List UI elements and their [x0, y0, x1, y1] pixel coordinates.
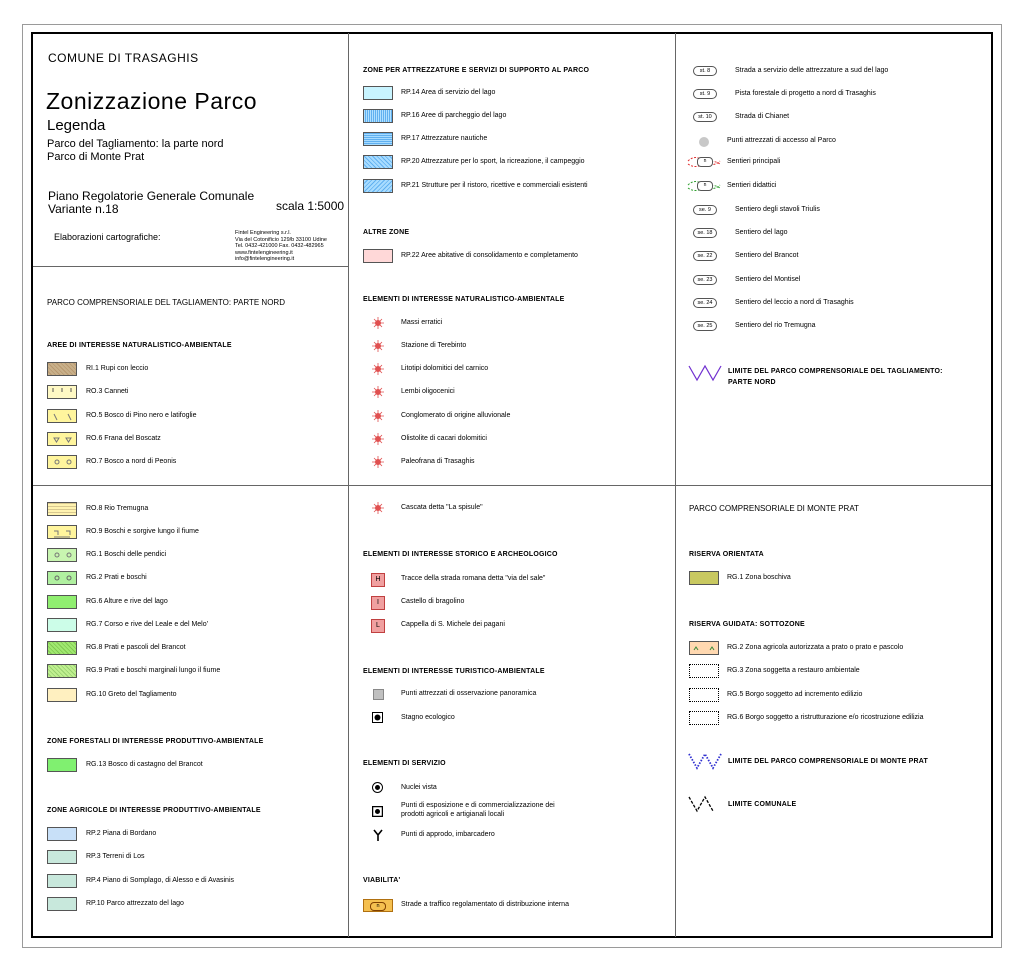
legend-item: RG.6 Borgo soggetto a ristrutturazione e/o ricostruzione edilizia: [727, 714, 924, 721]
legend-item: Punti attrezzati di accesso al Parco: [727, 137, 836, 144]
elaborazioni-label: Elaborazioni cartografiche:: [54, 232, 161, 242]
trail-code: se. 24: [693, 298, 717, 308]
legend-item: PARTE NORD: [728, 379, 776, 386]
swatch-rg1-prat: [689, 571, 719, 585]
forestali-title: ZONE FORESTALI DI INTERESSE PRODUTTIVO-AMBIENTALE: [47, 738, 264, 745]
legend-item: RP.16 Aree di parcheggio del lago: [401, 112, 507, 119]
trail-code: se. 25: [693, 321, 717, 331]
legend-item: RG.2 Zona agricola autorizzata a prato o prato e pascolo: [727, 644, 904, 651]
legend-item: Olistolite di cacari dolomitici: [401, 435, 487, 442]
star-icon: [372, 363, 384, 375]
turistico-title: ELEMENTI DI INTERESSE TURISTICO-AMBIENTALE: [363, 668, 545, 675]
swatch-rp4: [47, 874, 77, 888]
legend-item: Litotipi dolomitici del carnico: [401, 365, 489, 372]
header-divider: [33, 266, 348, 267]
variante-label: Variante n.18: [48, 202, 119, 216]
swatch-rg1: [47, 548, 77, 562]
swatch-rp20: [363, 155, 393, 169]
swatch-rp10: [47, 897, 77, 911]
legend-item: RG.7 Corso e rive del Leale e del Melo': [86, 621, 208, 628]
swatch-rp2: [47, 827, 77, 841]
swatch-ro7: [47, 455, 77, 469]
legend-item: RO.3 Canneti: [86, 388, 129, 395]
legenda-label: Legenda: [47, 117, 106, 134]
legend-item: Conglomerato di origine alluvionale: [401, 412, 511, 419]
legend-item: Castello di bragolino: [401, 598, 465, 605]
legend-item: Strada a servizio delle attrezzature a sud del lago: [735, 67, 889, 74]
elementi-naturalistici-title: ELEMENTI DI INTERESSE NATURALISTICO-AMBIENTALE: [363, 296, 565, 303]
page-title: Zonizzazione Parco: [46, 88, 257, 114]
trail-code: se. 18: [693, 228, 717, 238]
legend-item: RO.7 Bosco a nord di Peonis: [86, 458, 177, 465]
municipal-boundary-icon: [688, 795, 722, 813]
legend-item: RP.22 Aree abitative di consolidamento e completamento: [401, 252, 578, 259]
swatch-rg6: [47, 595, 77, 609]
market-icon: [372, 806, 383, 817]
swatch-rg6-prat: [689, 711, 719, 725]
historic-marker-icon: I: [371, 596, 385, 610]
altre-zone-title: ALTRE ZONE: [363, 229, 410, 236]
scale-label: scala 1:5000: [276, 199, 345, 213]
legend-item: Pista forestale di progetto a nord di Trasaghis: [735, 90, 876, 97]
swatch-rg7: [47, 618, 77, 632]
legend-item: RP.2 Piana di Bordano: [86, 830, 157, 837]
legend-item: Punti attrezzati di osservazione panoramica: [401, 690, 537, 697]
riserva-guidata-title: RISERVA GUIDATA: SOTTOZONE: [689, 621, 805, 628]
legend-item: RG.13 Bosco di castagno del Brancot: [86, 761, 203, 768]
legend-item: RG.5 Borgo soggetto ad incremento edilizio: [727, 691, 863, 698]
legend-item: RG.6 Alture e rive del lago: [86, 598, 168, 605]
swatch-rg8: [47, 641, 77, 655]
legend-item: Lembi oligocenici: [401, 388, 455, 395]
trail-code: se. 22: [693, 251, 717, 261]
access-point-icon: [699, 137, 709, 147]
legend-item: LIMITE DEL PARCO COMPRENSORIALE DI MONTE PRAT: [728, 758, 928, 765]
legend-item: LIMITE DEL PARCO COMPRENSORIALE DEL TAGLIAMENTO:: [728, 368, 943, 375]
legend-item: RG.1 Boschi delle pendici: [86, 551, 167, 558]
swatch-rp21: [363, 179, 393, 193]
legend-item: Cascata detta "La spisule": [401, 504, 483, 511]
legend-item: RO.6 Frana del Boscatz: [86, 435, 161, 442]
trail-code: se. 9: [693, 205, 717, 215]
road-swatch: n: [363, 899, 393, 912]
swatch-rg2-prat: [689, 641, 719, 655]
swatch-rp17: [363, 132, 393, 146]
storico-title: ELEMENTI DI INTERESSE STORICO E ARCHEOLOGICO: [363, 551, 558, 558]
viewpoint-icon: [373, 689, 384, 700]
pond-icon: [372, 712, 383, 723]
legend-item: RO.5 Bosco di Pino nero e latifoglie: [86, 412, 197, 419]
swatch-rp14: [363, 86, 393, 100]
legend-item: RO.8 Rio Tremugna: [86, 505, 149, 512]
swatch-rp16: [363, 109, 393, 123]
riserva-orientata-title: RISERVA ORIENTATA: [689, 551, 764, 558]
legend-item: Cappella di S. Michele dei pagani: [401, 621, 505, 628]
viabilita-title: VIABILITA': [363, 877, 401, 884]
legend-item: LIMITE COMUNALE: [728, 801, 797, 808]
swatch-rp22: [363, 249, 393, 263]
anchor-icon: [373, 829, 383, 841]
swatch-rg13: [47, 758, 77, 772]
swatch-rg2: [47, 571, 77, 585]
swatch-ro8: [47, 502, 77, 516]
legend-item: RG.3 Zona soggetta a restauro ambientale: [727, 667, 860, 674]
swatch-ro9: [47, 525, 77, 539]
legend-item: Nuclei vista: [401, 784, 437, 791]
star-icon: [372, 410, 384, 422]
legend-item: Sentiero del leccio a nord di Trasaghis: [735, 299, 854, 306]
company-info: Fintel Engineering s.r.l. Via del Cotonificio 129/b 33100 Udine Tel. 0432-421000 Fax. 0432-482965 www.fintelengineering.it info@fintelengineering.it: [235, 230, 327, 262]
swatch-ro3: [47, 385, 77, 399]
legend-item: Strade a traffico regolamentato di distribuzione interna: [401, 901, 569, 908]
road-code: st. 9: [693, 89, 717, 99]
legend-item: Stagno ecologico: [401, 714, 455, 721]
legend-item: Paleofrana di Trasaghis: [401, 458, 475, 465]
road-code: st. 10: [693, 112, 717, 122]
legend-item: RP.3 Terreni di Los: [86, 853, 145, 860]
trail-code: n: [697, 181, 713, 191]
zone-attrezzature-title: ZONE PER ATTREZZATURE E SERVIZI DI SUPPORTO AL PARCO: [363, 67, 590, 74]
legend-item: Punti di approdo, imbarcadero: [401, 831, 495, 838]
swatch-rg9: [47, 664, 77, 678]
legend-item: Sentieri didattici: [727, 182, 777, 189]
legend-item: RG.8 Prati e pascoli del Brancot: [86, 644, 186, 651]
legend-item: RG.1 Zona boschiva: [727, 574, 791, 581]
legend-item: RP.21 Strutture per il ristoro, ricettive e commerciali esistenti: [401, 182, 588, 189]
legend-item: Sentiero del Brancot: [735, 252, 799, 259]
monte-prat-title: PARCO COMPRENSORIALE DI MONTE PRAT: [689, 504, 859, 513]
swatch-rg5-prat: [689, 688, 719, 702]
parco-tagliamento-title: PARCO COMPRENSORIALE DEL TAGLIAMENTO: PARTE NORD: [47, 298, 285, 307]
legend-item: Sentiero degli stavoli Triulis: [735, 206, 820, 213]
comune-label: COMUNE DI TRASAGHIS: [48, 51, 199, 65]
legend-item: RG.2 Prati e boschi: [86, 574, 147, 581]
monte-prat-boundary-icon: [688, 752, 722, 770]
swatch-ro6: [47, 432, 77, 446]
legend-item: RO.9 Boschi e sorgive lungo il fiume: [86, 528, 199, 535]
swatch-ri1: [47, 362, 77, 376]
legend-item: Sentiero del rio Tremugna: [735, 322, 816, 329]
star-icon: [372, 456, 384, 468]
subtitle-monte-prat: Parco di Monte Prat: [47, 151, 145, 163]
aree-title: AREE DI INTERESSE NATURALISTICO-AMBIENTALE: [47, 342, 232, 349]
agricole-title: ZONE AGRICOLE DI INTERESSE PRODUTTIVO-AMBIENTALE: [47, 807, 261, 814]
swatch-rg3-prat: [689, 664, 719, 678]
park-boundary-icon: [688, 364, 722, 382]
star-icon: [372, 502, 384, 514]
legend-item: RP.10 Parco attrezzato del lago: [86, 900, 184, 907]
historic-marker-icon: L: [371, 619, 385, 633]
trail-code: se. 23: [693, 275, 717, 285]
legend-item: Sentiero del lago: [735, 229, 788, 236]
piano-label: Piano Regolatorie Generale Comunale: [48, 189, 255, 203]
swatch-rg10: [47, 688, 77, 702]
legend-item: Sentieri principali: [727, 158, 781, 165]
star-icon: [372, 386, 384, 398]
legend-item: RP.20 Attrezzature per lo sport, la ricreazione, il campeggio: [401, 158, 585, 165]
legend-item: RP.4 Piano di Somplago, di Alesso e di Avasinis: [86, 877, 235, 884]
row-divider: [33, 485, 991, 486]
servizio-title: ELEMENTI DI SERVIZIO: [363, 760, 446, 767]
trail-code: n: [697, 157, 713, 167]
swatch-rp3: [47, 850, 77, 864]
legend-item: prodotti agricoli e artigianali locali: [401, 811, 505, 818]
legend-item: Massi erratici: [401, 319, 443, 326]
star-icon: [372, 433, 384, 445]
legend-item: Strada di Chianet: [735, 113, 790, 120]
legend-item: Punti di esposizione e di commercializzazione dei: [401, 802, 555, 809]
legend-item: Tracce della strada romana detta "via del sale": [401, 575, 546, 582]
historic-marker-icon: H: [371, 573, 385, 587]
road-code: st. 8: [693, 66, 717, 76]
legend-item: RP.14 Area di servizio del lago: [401, 89, 496, 96]
swatch-ro5: [47, 409, 77, 423]
legend-item: Stazione di Terebinto: [401, 342, 467, 349]
legend-item: RG.9 Prati e boschi marginali lungo il fiume: [86, 667, 221, 674]
legend-item: RI.1 Rupi con leccio: [86, 365, 149, 372]
legend-item: Sentiero del Montisel: [735, 276, 801, 283]
star-icon: [372, 340, 384, 352]
subtitle-tagliamento: Parco del Tagliamento: la parte nord: [47, 138, 224, 150]
nucleus-icon: [372, 782, 383, 793]
legend-item: RG.10 Greto del Tagliamento: [86, 691, 177, 698]
star-icon: [372, 317, 384, 329]
legend-item: RP.17 Attrezzature nautiche: [401, 135, 488, 142]
